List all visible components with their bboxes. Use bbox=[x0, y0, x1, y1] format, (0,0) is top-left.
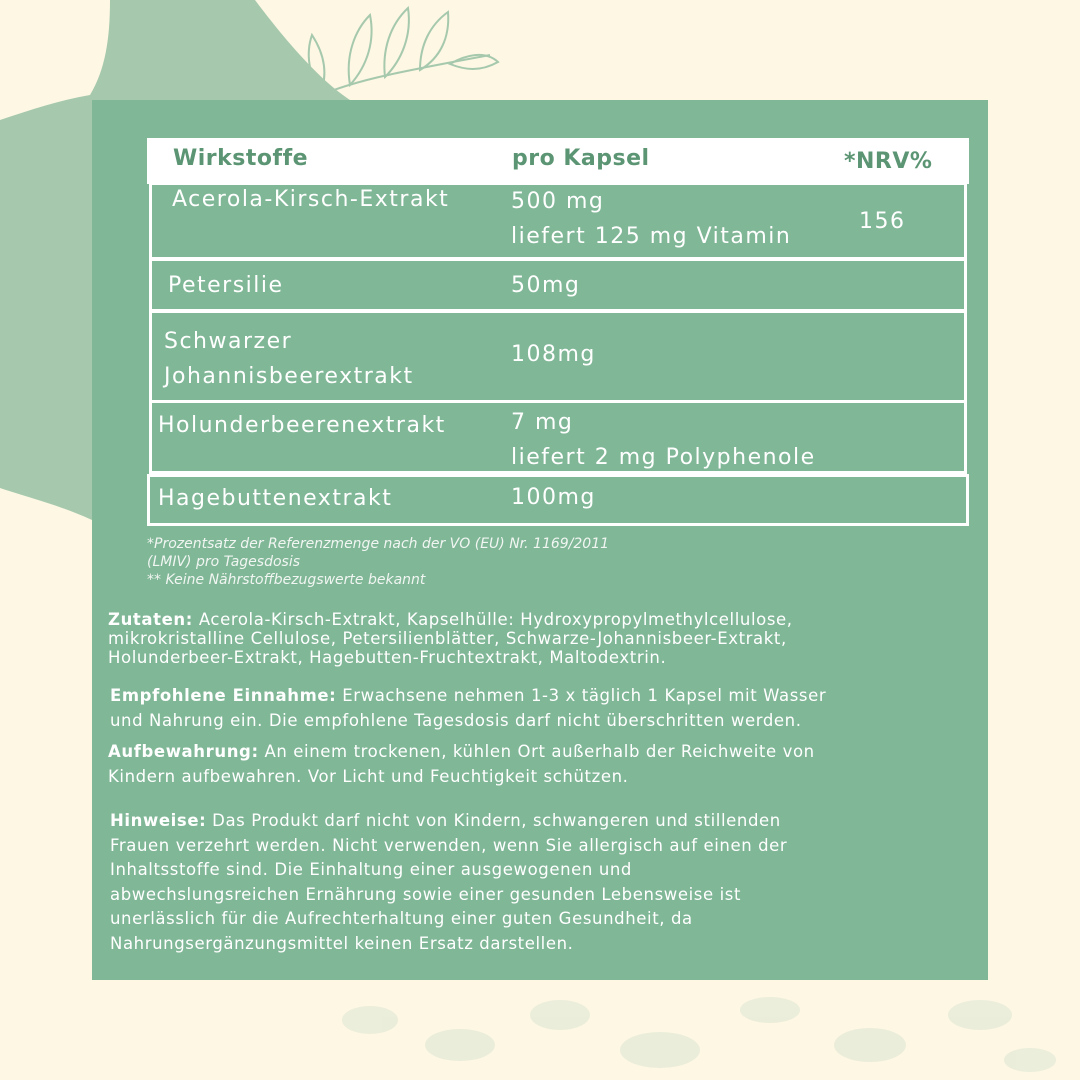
row-1-amount: 500 mg bbox=[511, 189, 605, 214]
footnote bbox=[147, 535, 609, 589]
notes-line2: Frauen verzehrt werden. Nicht verwenden, wenn Sie allergisch auf einen der bbox=[110, 835, 788, 855]
notes-label: Hinweise: bbox=[110, 811, 207, 830]
notes-line6: Nahrungsergänzungsmittel keinen Ersatz darstellen. bbox=[110, 933, 574, 953]
row-3-name-line2: Johannisbeerextrakt bbox=[164, 364, 414, 389]
ingredients-section bbox=[108, 610, 793, 667]
row-5-amount: 100mg bbox=[511, 485, 596, 510]
ingredients-line1: Acerola-Kirsch-Extrakt, Kapselhülle: Hydroxypropylmethylcellulose, bbox=[192, 610, 793, 629]
row-4-amount-note: liefert 2 mg Polyphenole bbox=[511, 445, 816, 470]
row-1-nrv: 156 bbox=[859, 209, 906, 234]
row-1-name: Acerola-Kirsch-Extrakt bbox=[172, 187, 450, 212]
notes-line4: abwechslungsreichen Ernährung sowie einer gesunden Lebensweise ist bbox=[110, 884, 742, 904]
intake-line1: Erwachsene nehmen 1-3 x täglich 1 Kapsel mit Wasser bbox=[336, 686, 827, 705]
bottom-leaf-pattern bbox=[330, 975, 1070, 1080]
storage-section bbox=[108, 740, 815, 789]
ingredients-label: Zutaten: bbox=[108, 610, 193, 629]
table-header bbox=[147, 138, 969, 184]
intake-line2: und Nahrung ein. Die empfohlene Tagesdosis darf nicht überschritten werden. bbox=[110, 710, 802, 730]
nutrition-table bbox=[147, 138, 969, 526]
row-3-name-line1: Schwarzer bbox=[164, 329, 293, 354]
ingredients-line3: Holunderbeer-Extrakt, Hagebutten-Fruchtextrakt, Maltodextrin. bbox=[108, 648, 667, 667]
leaf-branch-icon bbox=[290, 0, 510, 110]
header-nrv: *NRV% bbox=[844, 149, 933, 174]
row-5-name: Hagebuttenextrakt bbox=[158, 486, 393, 511]
storage-label: Aufbewahrung: bbox=[108, 742, 259, 761]
footnote-line2: (LMIV) pro Tagesdosis bbox=[147, 554, 301, 570]
ingredients-line2: mikrokristalline Cellulose, Petersilienblätter, Schwarze-Johannisbeer-Extrakt, bbox=[108, 629, 787, 648]
intake-section bbox=[110, 684, 826, 733]
footnote-line3: ** Keine Nährstoffbezugswerte bekannt bbox=[147, 572, 426, 588]
row-3-amount: 108mg bbox=[511, 342, 596, 367]
row-2-name: Petersilie bbox=[168, 273, 284, 298]
header-ingredient: Wirkstoffe bbox=[173, 146, 309, 171]
notes-section bbox=[110, 809, 787, 956]
storage-line2: Kindern aufbewahren. Vor Licht und Feuchtigkeit schützen. bbox=[108, 766, 629, 786]
row-1-amount-note: liefert 125 mg Vitamin bbox=[511, 224, 792, 249]
intake-label: Empfohlene Einnahme: bbox=[110, 686, 337, 705]
header-per-capsule: pro Kapsel bbox=[512, 146, 650, 171]
notes-line1: Das Produkt darf nicht von Kindern, schwangeren und stillenden bbox=[206, 811, 781, 830]
notes-line3: Inhaltsstoffe sind. Die Einhaltung einer ausgewogenen und bbox=[110, 860, 633, 879]
row-4-amount: 7 mg bbox=[511, 410, 574, 435]
storage-line1: An einem trockenen, kühlen Ort außerhalb der Reichweite von bbox=[258, 742, 815, 761]
notes-line5: unerlässlich für die Aufrechterhaltung einer guten Gesundheit, da bbox=[110, 909, 693, 928]
row-4-name: Holunderbeerenextrakt bbox=[158, 413, 446, 438]
footnote-line1: *Prozentsatz der Referenzmenge nach der VO (EU) Nr. 1169/2011 bbox=[147, 536, 610, 552]
row-2-amount: 50mg bbox=[511, 273, 581, 298]
